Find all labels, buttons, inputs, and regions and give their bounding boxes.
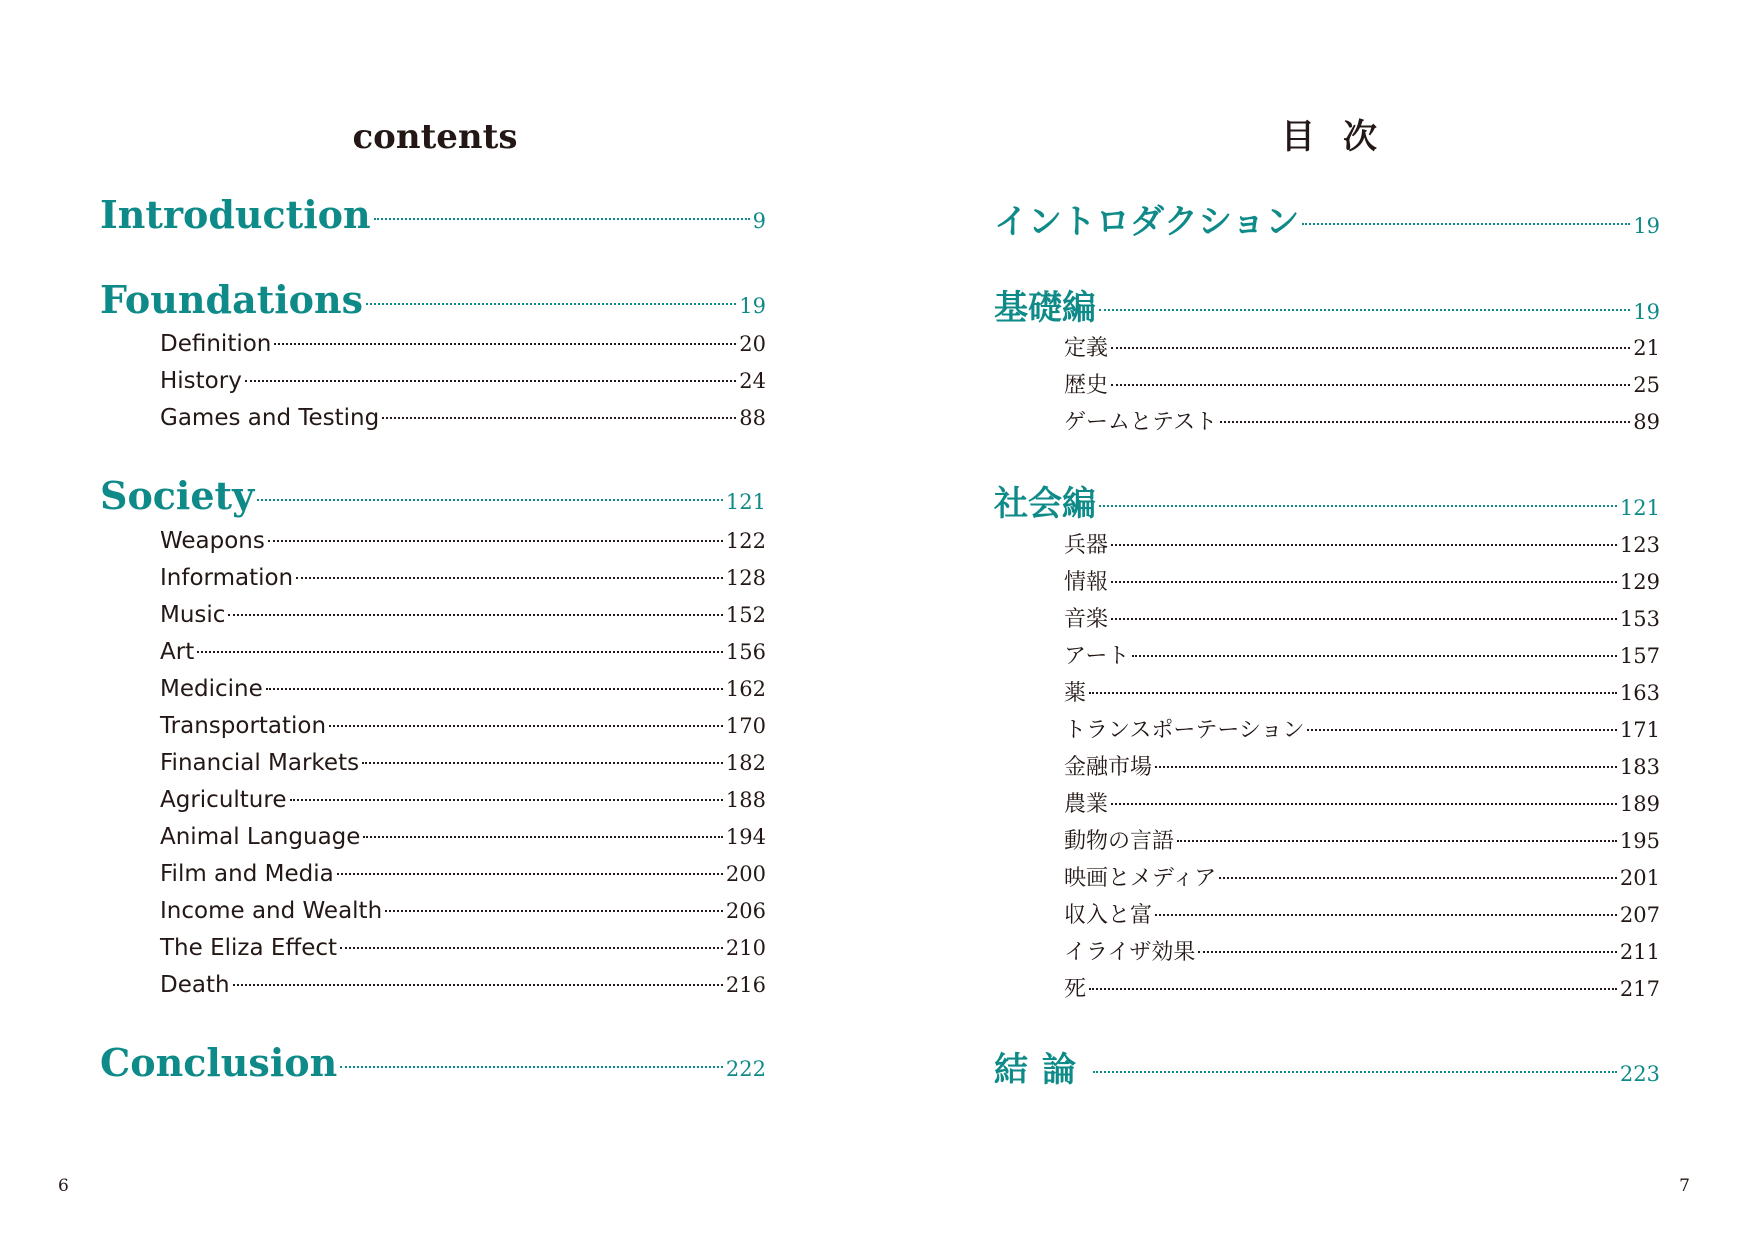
dot-leader [1099, 309, 1630, 311]
dot-leader [340, 947, 723, 949]
dot-leader [290, 799, 723, 801]
toc-page-number: 163 [1619, 681, 1660, 705]
toc-item-label: 農業 [1064, 792, 1109, 817]
toc-page-number: 152 [725, 603, 766, 627]
toc-item[interactable] [100, 368, 766, 402]
toc-page-number: 121 [1619, 496, 1660, 520]
toc-item-label: 定義 [1064, 336, 1109, 361]
toc-item[interactable] [100, 787, 766, 821]
toc-page-number: 89 [1633, 410, 1660, 434]
toc-page-number: 200 [725, 862, 766, 886]
dot-leader [363, 836, 722, 838]
dot-leader [197, 651, 723, 653]
toc-item[interactable] [100, 565, 766, 599]
toc-item-label: トランスポーテーション [1064, 718, 1305, 743]
toc-section-society[interactable] [100, 473, 766, 525]
toc-page-number: 88 [739, 406, 766, 430]
toc-item-label: 音楽 [1064, 607, 1109, 632]
toc-item[interactable] [100, 405, 766, 439]
toc-item[interactable] [994, 824, 1660, 858]
toc-item-label: The Eliza Effect [160, 935, 338, 961]
dot-leader [1302, 223, 1630, 225]
toc-item-label: Financial Markets [160, 750, 360, 776]
toc-item-label: Weapons [160, 528, 265, 554]
toc-item-label: Games and Testing [160, 405, 380, 431]
right-page [874, 0, 1748, 1240]
toc-section-label: イントロダクション [994, 202, 1300, 242]
toc-page-number: 170 [725, 714, 766, 738]
toc-section-label: 結論 [994, 1050, 1090, 1090]
toc-item[interactable] [100, 824, 766, 858]
toc-item[interactable] [994, 565, 1660, 599]
toc-page-number: 153 [1619, 607, 1660, 631]
toc-page-number: 162 [725, 677, 766, 701]
toc-item-label: ゲームとテスト [1064, 410, 1218, 435]
toc-item-label: 薬 [1064, 681, 1087, 706]
toc-item[interactable] [994, 935, 1660, 969]
toc-section-foundations[interactable] [100, 277, 766, 329]
toc-page-number: 20 [739, 332, 766, 356]
dot-leader [268, 540, 723, 542]
dot-leader [257, 499, 723, 501]
toc-item-label: Definition [160, 331, 272, 357]
dot-leader [1089, 988, 1617, 990]
toc-item-label: Information [160, 565, 294, 591]
toc-item[interactable] [994, 331, 1660, 365]
toc-item[interactable] [994, 972, 1660, 1006]
dot-leader [1155, 914, 1617, 916]
dot-leader [228, 614, 722, 616]
toc-page-number: 210 [725, 936, 766, 960]
toc-page-number: 211 [1619, 940, 1660, 964]
dot-leader [1220, 421, 1630, 423]
dot-leader [1111, 618, 1617, 620]
toc-item-label: 収入と富 [1064, 903, 1153, 928]
dot-leader [1219, 877, 1617, 879]
toc-page-number: 222 [725, 1057, 766, 1081]
toc-item[interactable] [994, 368, 1660, 402]
toc-item[interactable] [100, 861, 766, 895]
dot-leader [1093, 1071, 1617, 1073]
toc-item-label: 歴史 [1064, 373, 1109, 398]
toc-page-number: 195 [1619, 829, 1660, 853]
toc-item-label: Music [160, 602, 226, 628]
dot-leader [233, 984, 723, 986]
toc-page-number: 19 [1633, 214, 1660, 238]
dot-leader [329, 725, 723, 727]
toc-page-number: 182 [725, 751, 766, 775]
toc-item-label: Death [160, 972, 230, 998]
toc-item-label: Film and Media [160, 861, 334, 887]
toc-item[interactable] [100, 972, 766, 1006]
toc-item-label: Income and Wealth [160, 898, 383, 924]
dot-leader [337, 873, 723, 875]
toc-section-label: Society [100, 473, 255, 518]
toc-section-conclusion[interactable] [100, 1040, 766, 1092]
toc-page-number: 157 [1619, 644, 1660, 668]
toc-item-label: イライザ効果 [1064, 940, 1196, 965]
dot-leader [1307, 729, 1616, 731]
toc-page-number: 217 [1619, 977, 1660, 1001]
dot-leader [1132, 655, 1617, 657]
dot-leader [1111, 803, 1617, 805]
toc-page-number: 9 [752, 209, 766, 233]
toc-item[interactable] [100, 528, 766, 562]
toc-section-foundations[interactable] [994, 280, 1660, 332]
dot-leader [1111, 581, 1617, 583]
toc-item[interactable] [100, 898, 766, 932]
dot-leader [1099, 505, 1617, 507]
toc-item[interactable] [994, 787, 1660, 821]
mokuji-title: 目次 [1281, 117, 1405, 157]
toc-page-number: 129 [1619, 570, 1660, 594]
toc-section-society[interactable] [994, 476, 1660, 528]
toc-page-number: 216 [725, 973, 766, 997]
toc-item-label: Transportation [160, 713, 327, 739]
dot-leader [340, 1066, 723, 1068]
toc-item[interactable] [994, 898, 1660, 932]
dot-leader [245, 380, 736, 382]
toc-item[interactable] [994, 713, 1660, 747]
toc-page-number: 24 [739, 369, 766, 393]
toc-page-number: 156 [725, 640, 766, 664]
toc-page-number: 206 [725, 899, 766, 923]
dot-leader [374, 218, 750, 220]
toc-item-label: アート [1064, 644, 1130, 669]
toc-page-number: 21 [1633, 336, 1660, 360]
dot-leader [1089, 692, 1617, 694]
toc-item-label: 情報 [1064, 570, 1109, 595]
toc-item-label: Animal Language [160, 824, 361, 850]
toc-item[interactable] [100, 935, 766, 969]
toc-page-number: 201 [1619, 866, 1660, 890]
dot-leader [296, 577, 723, 579]
toc-section-introduction[interactable] [994, 194, 1660, 246]
toc-page-number: 25 [1633, 373, 1660, 397]
page-number-left: 6 [58, 1176, 69, 1196]
dot-leader [385, 910, 723, 912]
toc-section-label: Conclusion [100, 1040, 338, 1085]
toc-page-number: 189 [1619, 792, 1660, 816]
toc-page-number: 19 [1633, 300, 1660, 324]
toc-item-label: 動物の言語 [1064, 829, 1175, 854]
toc-section-label: 社会編 [994, 484, 1096, 524]
toc-item[interactable] [994, 750, 1660, 784]
toc-page-number: 121 [725, 490, 766, 514]
toc-item[interactable] [994, 861, 1660, 895]
toc-page-number: 171 [1619, 718, 1660, 742]
toc-section-introduction[interactable] [100, 192, 766, 244]
toc-item-label: Art [160, 639, 195, 665]
dot-leader [382, 417, 736, 419]
toc-item-label: Agriculture [160, 787, 287, 813]
toc-page-number: 19 [739, 294, 766, 318]
toc-item[interactable] [100, 750, 766, 784]
dot-leader [1111, 544, 1617, 546]
toc-item-label: 兵器 [1064, 533, 1109, 558]
toc-page-number: 188 [725, 788, 766, 812]
dot-leader [266, 688, 723, 690]
toc-page-number: 123 [1619, 533, 1660, 557]
page-number-right: 7 [1679, 1176, 1690, 1196]
toc-item[interactable] [100, 676, 766, 710]
toc-item[interactable] [994, 602, 1660, 636]
toc-item-label: Medicine [160, 676, 263, 702]
toc-page-number: 128 [725, 566, 766, 590]
toc-section-conclusion[interactable] [994, 1042, 1660, 1094]
toc-item[interactable] [994, 639, 1660, 673]
dot-leader [1177, 840, 1617, 842]
toc-item[interactable] [994, 528, 1660, 562]
toc-item-label: 映画とメディア [1064, 866, 1217, 891]
contents-title: contents [352, 117, 518, 157]
toc-page-number: 122 [725, 529, 766, 553]
toc-section-label: 基礎編 [994, 288, 1096, 328]
toc-item[interactable] [100, 639, 766, 673]
dot-leader [366, 303, 736, 305]
toc-item[interactable] [100, 331, 766, 365]
dot-leader [1198, 951, 1617, 953]
toc-item-label: 金融市場 [1064, 755, 1153, 780]
toc-item-label: History [160, 368, 242, 394]
dot-leader [274, 343, 736, 345]
toc-section-label: Introduction [100, 192, 371, 237]
toc-item[interactable] [994, 676, 1660, 710]
dot-leader [1155, 766, 1617, 768]
toc-section-label: Foundations [100, 277, 364, 322]
toc-page-number: 194 [725, 825, 766, 849]
toc-page-number: 183 [1619, 755, 1660, 779]
toc-page-number: 223 [1619, 1062, 1660, 1086]
dot-leader [1111, 384, 1630, 386]
toc-item-label: 死 [1064, 977, 1087, 1002]
dot-leader [1111, 347, 1630, 349]
toc-item[interactable] [100, 602, 766, 636]
toc-page-number: 207 [1619, 903, 1660, 927]
toc-item[interactable] [100, 713, 766, 747]
dot-leader [362, 762, 723, 764]
toc-item[interactable] [994, 405, 1660, 439]
